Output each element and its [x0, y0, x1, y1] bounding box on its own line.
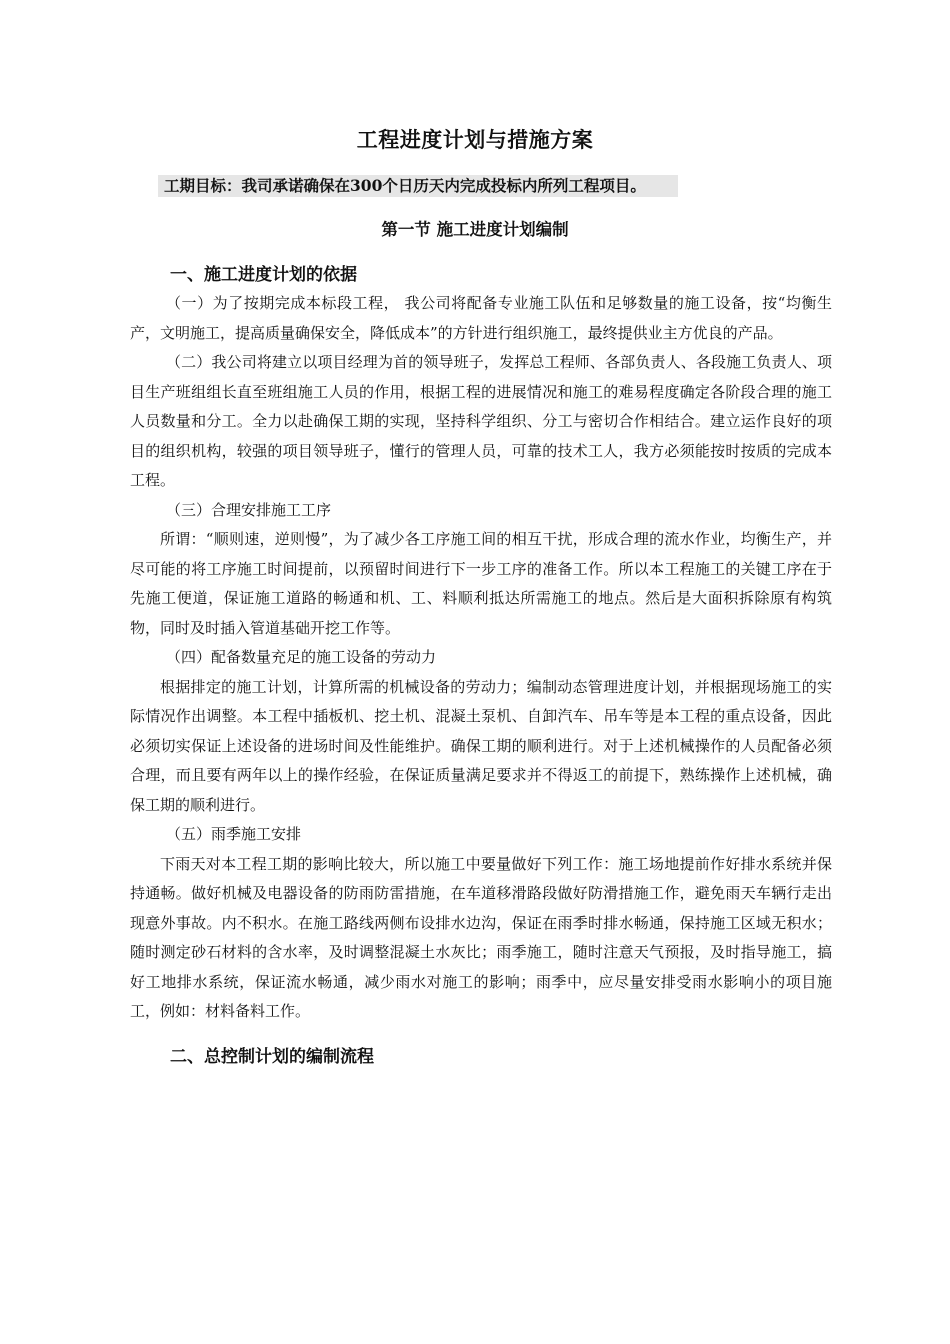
document-title: 工程进度计划与措施方案 — [356, 127, 594, 152]
heading-basis: 一、施工进度计划的依据 — [170, 265, 357, 285]
paragraph-2: （二）我公司将建立以项目经理为首的领导班子，发挥总工程师、各部负责人、各段施工负责人、项目生产班组组长直至班组施工人员的作用，根据工程的进展情况和施工的难易程度确定各阶段合理的施工人员数量和分工。全力以赴确保工期的实现，坚持科学组织、分工与密切合作相结合。建立运作良好的项目的组织机构，较强的项目领导班子，懂行的管理人员，可靠的技术工人，我方必须能按时按质的完成本工程。 — [130, 353, 832, 489]
schedule-goal: 工期目标：我司承诺确保在300个日历天内完成投标内所列工程项目。 — [158, 175, 678, 197]
paragraph-1: （一）为了按期完成本标段工程， 我公司将配备专业施工队伍和足够数量的施工设备，按“均衡生产，文明施工，提高质量确保安全，降低成本”的方针进行组织施工，最终提供业主方优良的产品。 — [130, 294, 832, 342]
paragraph-8: 下雨天对本工程工期的影响比较大，所以施工中要量做好下列工作：施工场地提前作好排水系统并保持通畅。做好机械及电器设备的防雨防雷措施，在车道移滑路段做好防滑措施工作，避免雨天车辆行走出现意外事故。内不积水。在施工路线两侧布设排水边沟，保证在雨季时排水畅通，保持施工区域无积水；随时测定砂石材料的含水率，及时调整混凝土水灰比；雨季施工，随时注意天气预报，及时指导施工，搞好工地排水系统，保证流水畅通，减少雨水对施工的影响；雨季中，应尽量安排受雨水影响小的项目施工，例如：材料备料工作。 — [130, 854, 832, 1020]
paragraph-3-heading: （三）合理安排施工工序 — [166, 500, 332, 519]
paragraph-4: 所谓：“顺则速，逆则慢”，为了减少各工序施工间的相互干扰，形成合理的流水作业，均衡生产，并尽可能的将工序施工时间提前，以预留时间进行下一步工序的准备工作。所以本工程施工的关键工序在于先施工便道，保证施工道路的畅通和机、工、料顺利抵达所需施工的地点。然后是大面积拆除原有构筑物，同时及时插入管道基础开挖工作等。 — [130, 530, 832, 637]
body-text — [130, 289, 832, 1027]
paragraph-6: 根据排定的施工计划，计算所需的机械设备的劳动力；编制动态管理进度计划，并根据现场施工的实际情况作出调整。本工程中插板机、挖土机、混凝土泵机、自卸汽车、吊车等是本工程的重点设备，因此必须切实保证上述设备的进场时间及性能维护。确保工期的顺利进行。对于上述机械操作的人员配备必须合理，而且要有两年以上的操作经验，在保证质量满足要求并不得返工的前提下，熟练操作上述机械，确保工期的顺利进行。 — [130, 677, 832, 814]
section-title: 第一节 施工进度计划编制 — [381, 220, 569, 239]
paragraph-7-heading: （五）雨季施工安排 — [166, 825, 302, 843]
heading-flow: 二、总控制计划的编制流程 — [170, 1047, 374, 1067]
paragraph-5-heading: （四）配备数量充足的施工设备的劳动力 — [166, 648, 437, 666]
